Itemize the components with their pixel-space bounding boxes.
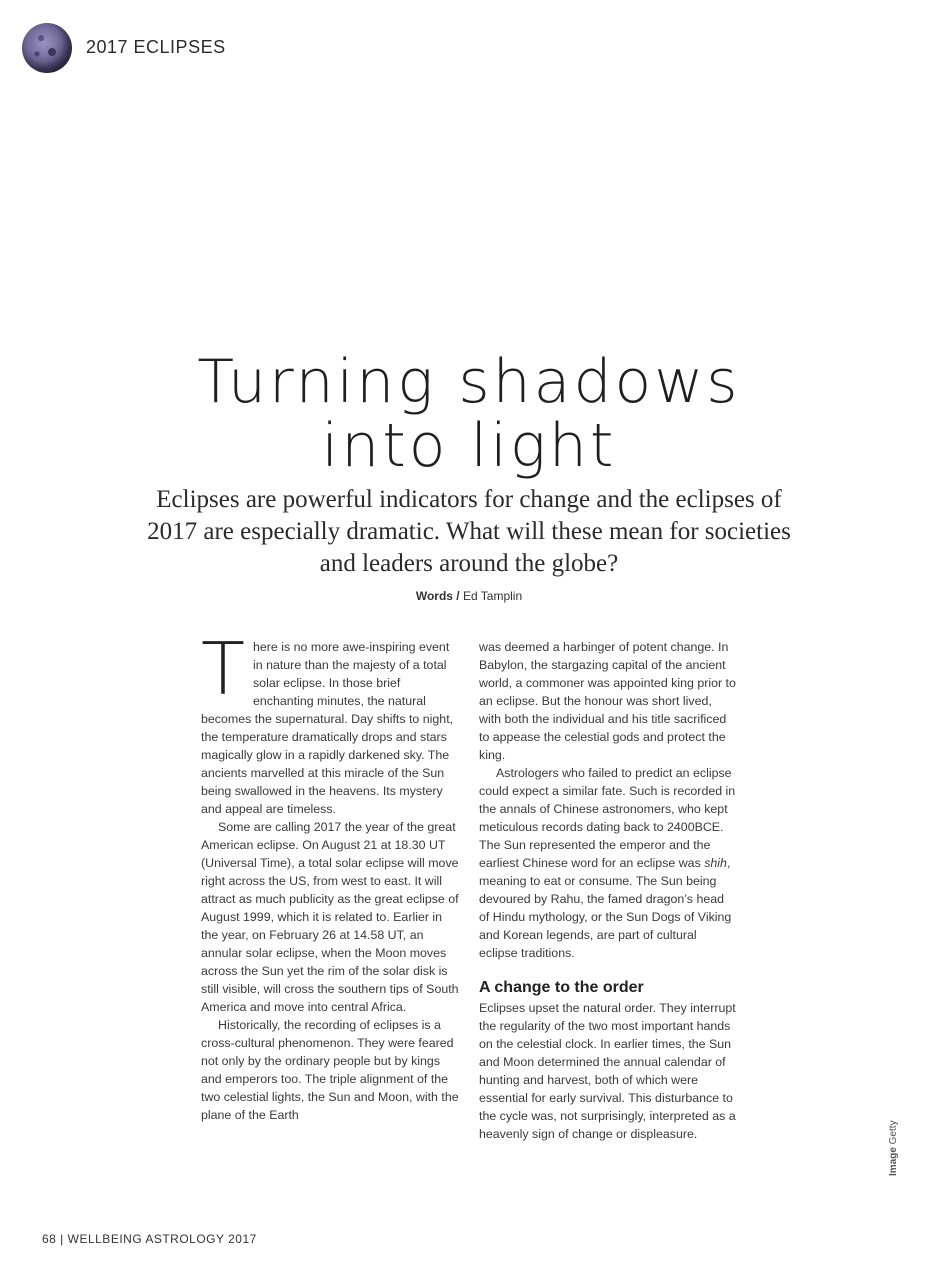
paragraph-text: , meaning to eat or consume. The Sun being devoured by Rahu, the famed dragon’s head of Hindu mythology, or the Sun Dogs of Viking and Korean legends, are part of cultural eclipse traditions. [479,856,732,960]
article-paragraph [479,764,737,962]
credit-source: Getty [888,1120,899,1145]
page-folio: 68 | WELLBEING ASTROLOGY 2017 [42,1232,257,1246]
byline-author: Ed Tamplin [462,589,523,603]
byline [0,589,938,603]
standfirst: Eclipses are powerful indicators for change and the eclipses of 2017 are especially dramatic. What will these mean for societies and leaders around the globe? [147,486,791,577]
article-paragraph [201,627,459,818]
paragraph-text: here is no more awe-inspiring event in nature than the majesty of a total solar eclipse. In those brief enchanting minutes, the natural becomes the supernatural. Day shifts to night, the temperature dramatically drops and stars magically glow in a rapidly darkened sky. The ancients marvelled at this miracle of the Sun being swallowed in the heavens. Its mystery and appeal are timeless. [201,640,454,816]
article-paragraph: was deemed a harbinger of potent change. In Babylon, the stargazing capital of the ancient world, a commoner was appointed king prior to an eclipse. But the honour was short lived, with both the individual and his title sacrificed to appease the celestial gods and protect the king. [479,640,736,762]
headline-line-2: into light [321,411,617,481]
image-credit [888,1120,899,1176]
byline-label: Words / [415,589,460,603]
article-column-1 [201,627,459,1124]
headline [0,347,938,481]
article-paragraph: Some are calling 2017 the year of the great American eclipse. On August 21 at 18.30 UT (Universal Time), a total solar eclipse will move right across the US, from west to east. It will attract as much publicity as the great eclipse of August 1999, which it is related to. Earlier in the year, on February 26 at 14.58 UT, an annular solar eclipse, when the Moon moves across the Sun yet the rim of the solar disk is still visible, will cross the southern tips of South America and move into central Africa. [201,820,459,1014]
paragraph-text: Astrologers who failed to predict an eclipse could expect a similar fate. Such is recorded in the annals of Chinese astronomers, who kept meticulous records dating back to 2400BCE. The Sun represented the emperor and the earliest Chinese word for an eclipse was [479,766,736,870]
article-paragraph: Historically, the recording of eclipses is a cross-cultural phenomenon. They were feared not only by the ordinary people but by kings and emperors too. The triple alignment of the two celestial lights, the Sun and Moon, with the plane of the Earth [201,1018,459,1122]
subheading: A change to the order [479,979,644,996]
headline-line-1: Turning shadows [197,347,741,417]
moon-icon [22,23,72,73]
drop-cap: T [201,627,245,711]
article-column-2 [479,638,737,1143]
article-paragraph: Eclipses upset the natural order. They interrupt the regularity of the two most important hands on the celestial clock. In earlier times, the Sun and Moon determined the annual calendar of hunting and harvest, both of which were essential for early survival. This disturbance to the cycle was, not surprisingly, interpreted as a heavenly sign of change or displeasure. [479,1001,736,1141]
credit-label: Image [888,1147,899,1176]
italic-word: shih [704,856,727,870]
section-label: 2017 ECLIPSES [86,37,226,57]
